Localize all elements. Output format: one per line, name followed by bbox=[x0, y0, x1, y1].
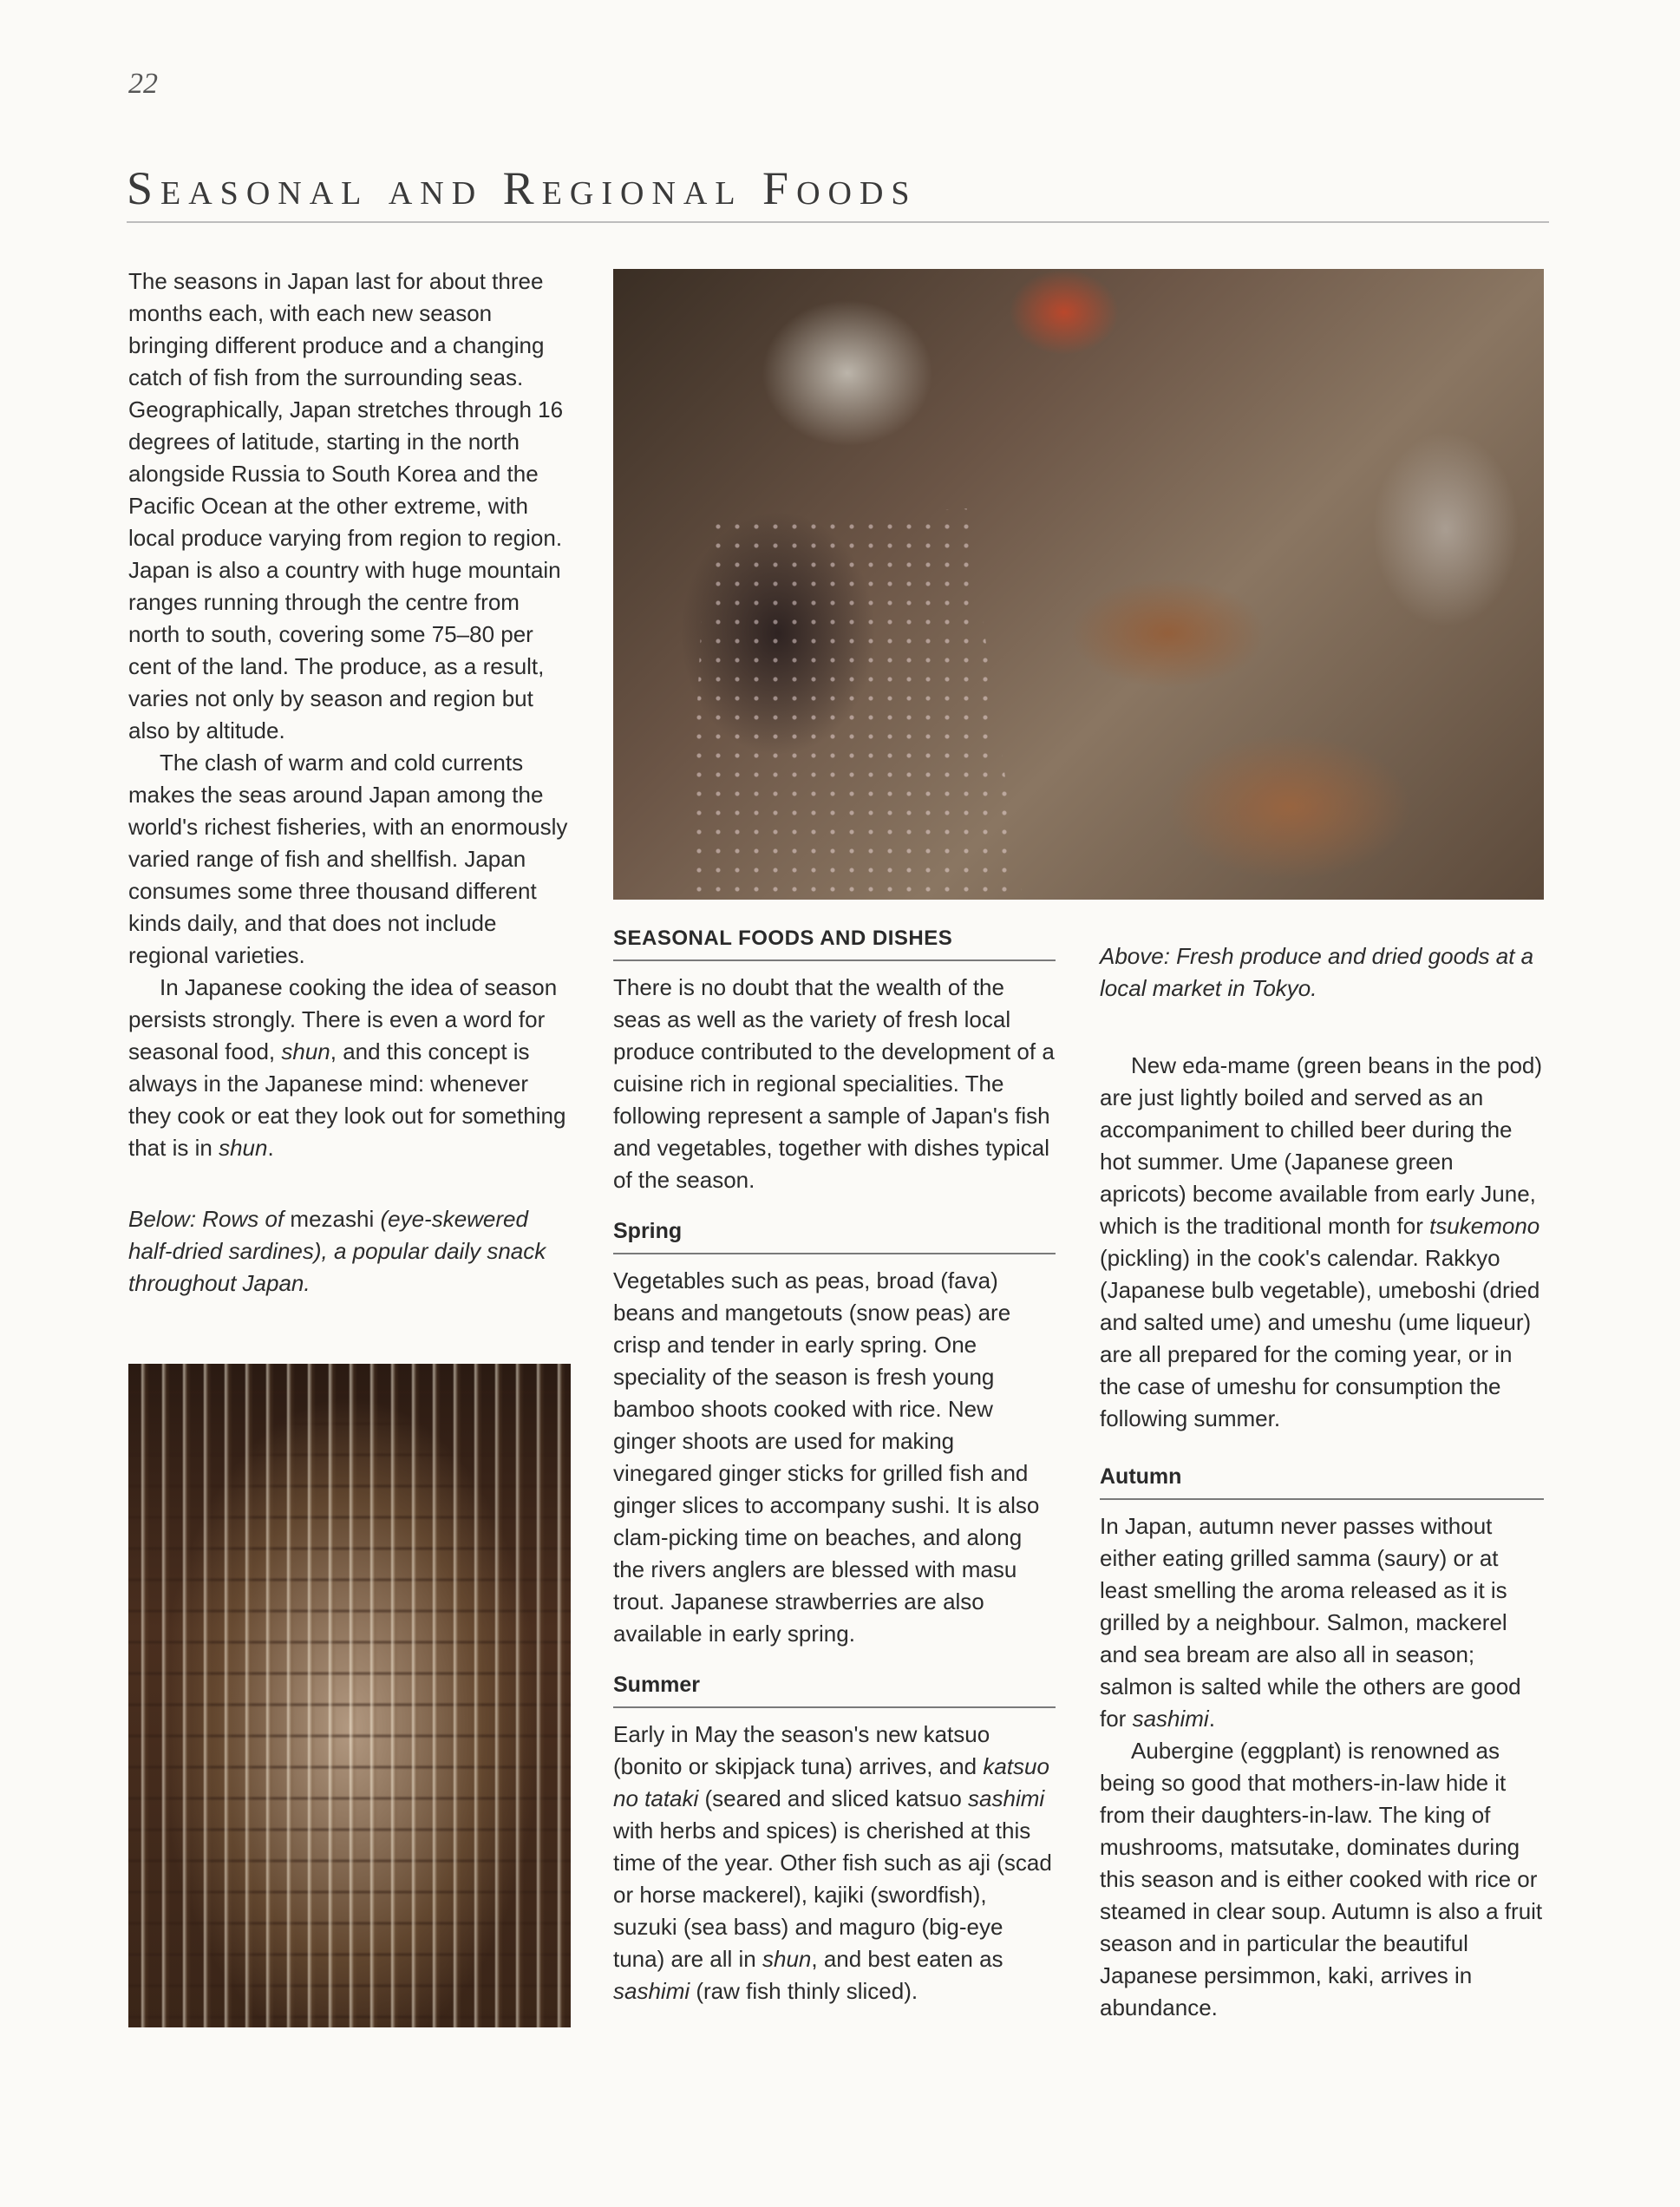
market-photo bbox=[613, 269, 1544, 900]
intro-paragraph: In Japanese cooking the idea of season persists strongly. There is even a word for seasonal food, shun, and this concept is always in the Japanese mind: whenever they cook or eat they look out for something that is in shun. bbox=[128, 974, 566, 1161]
photo-caption-below: Below: Rows of mezashi (eye-skewered half-dried sardines), a popular daily snack throughout Japan. bbox=[128, 1206, 546, 1296]
intro-paragraph: The clash of warm and cold currents makes the seas around Japan among the world's richest fisheries, with an enormously varied range of fish and shellfish. Japan consumes some three thousand different kinds daily, and that does not include regional varieties. bbox=[128, 750, 568, 968]
intro-paragraph: The seasons in Japan last for about three months each, with each new season bringing different produce and a changing catch of fish from the surrounding seas. Geographically, Japan stretches through 16 degrees of latitude, starting in the north alongside Russia to South Korea and the Pacific Ocean at the other extreme, with local produce varying from region to region. Japan is also a country with huge mountain ranges running through the centre from north to south, covering some 75–80 per cent of the land. The produce, as a result, varies not only by season and region but also by altitude. bbox=[128, 268, 564, 743]
seasonal-column bbox=[613, 922, 1056, 2007]
autumn-heading: Autumn bbox=[1100, 1461, 1544, 1500]
mezashi-photo bbox=[128, 1364, 571, 2027]
title-divider bbox=[127, 221, 1549, 223]
summer-heading: Summer bbox=[613, 1669, 1056, 1708]
autumn-text: Aubergine (eggplant) is renowned as being so good that mothers-in-law hide it from their daughters-in-law. The king of mushrooms, matsutake, dominates during this season and is either cooked with rice or steamed in clear soup. Autumn is also a fruit season and in particular the beautiful Japanese persimmon, kaki, arrives in abundance. bbox=[1100, 1738, 1543, 2020]
section-heading: SEASONAL FOODS AND DISHES bbox=[613, 922, 1056, 961]
right-column bbox=[1100, 940, 1544, 2024]
page-title: Seasonal and Regional Foods bbox=[127, 162, 918, 214]
autumn-text: In Japan, autumn never passes without either eating grilled samma (saury) or at least smelling the aroma released as it is grilled by a neighbour. Salmon, mackerel and sea bream are also all in season; salmon is salted while the others are good for sashimi. bbox=[1100, 1513, 1521, 1732]
summer-continued: New eda-mame (green beans in the pod) are just lightly boiled and served as an accompaniment to chilled beer during the hot summer. Ume (Japanese green apricots) become available from early June, which is the traditional month for tsukemono (pickling) in the cook's calendar. Rakkyo (Japanese bulb vegetable), umeboshi (dried and salted ume) and umeshu (ume liqueur) are all prepared for the coming year, or in the case of umeshu for consumption the following summer. bbox=[1100, 1052, 1543, 1431]
spring-text: Vegetables such as peas, broad (fava) beans and mangetouts (snow peas) are crisp and tender in early spring. One speciality of the season is fresh young bamboo shoots cooked with rice. New ginger shoots are used for making vinegared ginger sticks for grilled fish and ginger slices to accompany sushi. It is also clam-picking time on beaches, and along the rivers anglers are blessed with masu trout. Japanese strawberries are also available in early spring. bbox=[613, 1267, 1040, 1647]
spring-heading: Spring bbox=[613, 1215, 1056, 1254]
page-number: 22 bbox=[128, 68, 158, 100]
intro-column bbox=[128, 265, 571, 1300]
section-intro: There is no doubt that the wealth of the seas as well as the variety of fresh local produce contributed to the development of a cuisine rich in regional specialities. The following represent a sample of Japan's fish and vegetables, together with dishes typical of the season. bbox=[613, 974, 1055, 1193]
photo-caption-above: Above: Fresh produce and dried goods at a local market in Tokyo. bbox=[1100, 943, 1534, 1001]
summer-text: Early in May the season's new katsuo (bonito or skipjack tuna) arrives, and katsuo no tataki (seared and sliced katsuo sashimi with herbs and spices) is cherished at this time of the year. Other fish such as aji (scad or horse mackerel), kajiki (swordfish), suzuki (sea bass) and maguro (big-eye tuna) are all in shun, and best eaten as sashimi (raw fish thinly sliced). bbox=[613, 1721, 1052, 2004]
